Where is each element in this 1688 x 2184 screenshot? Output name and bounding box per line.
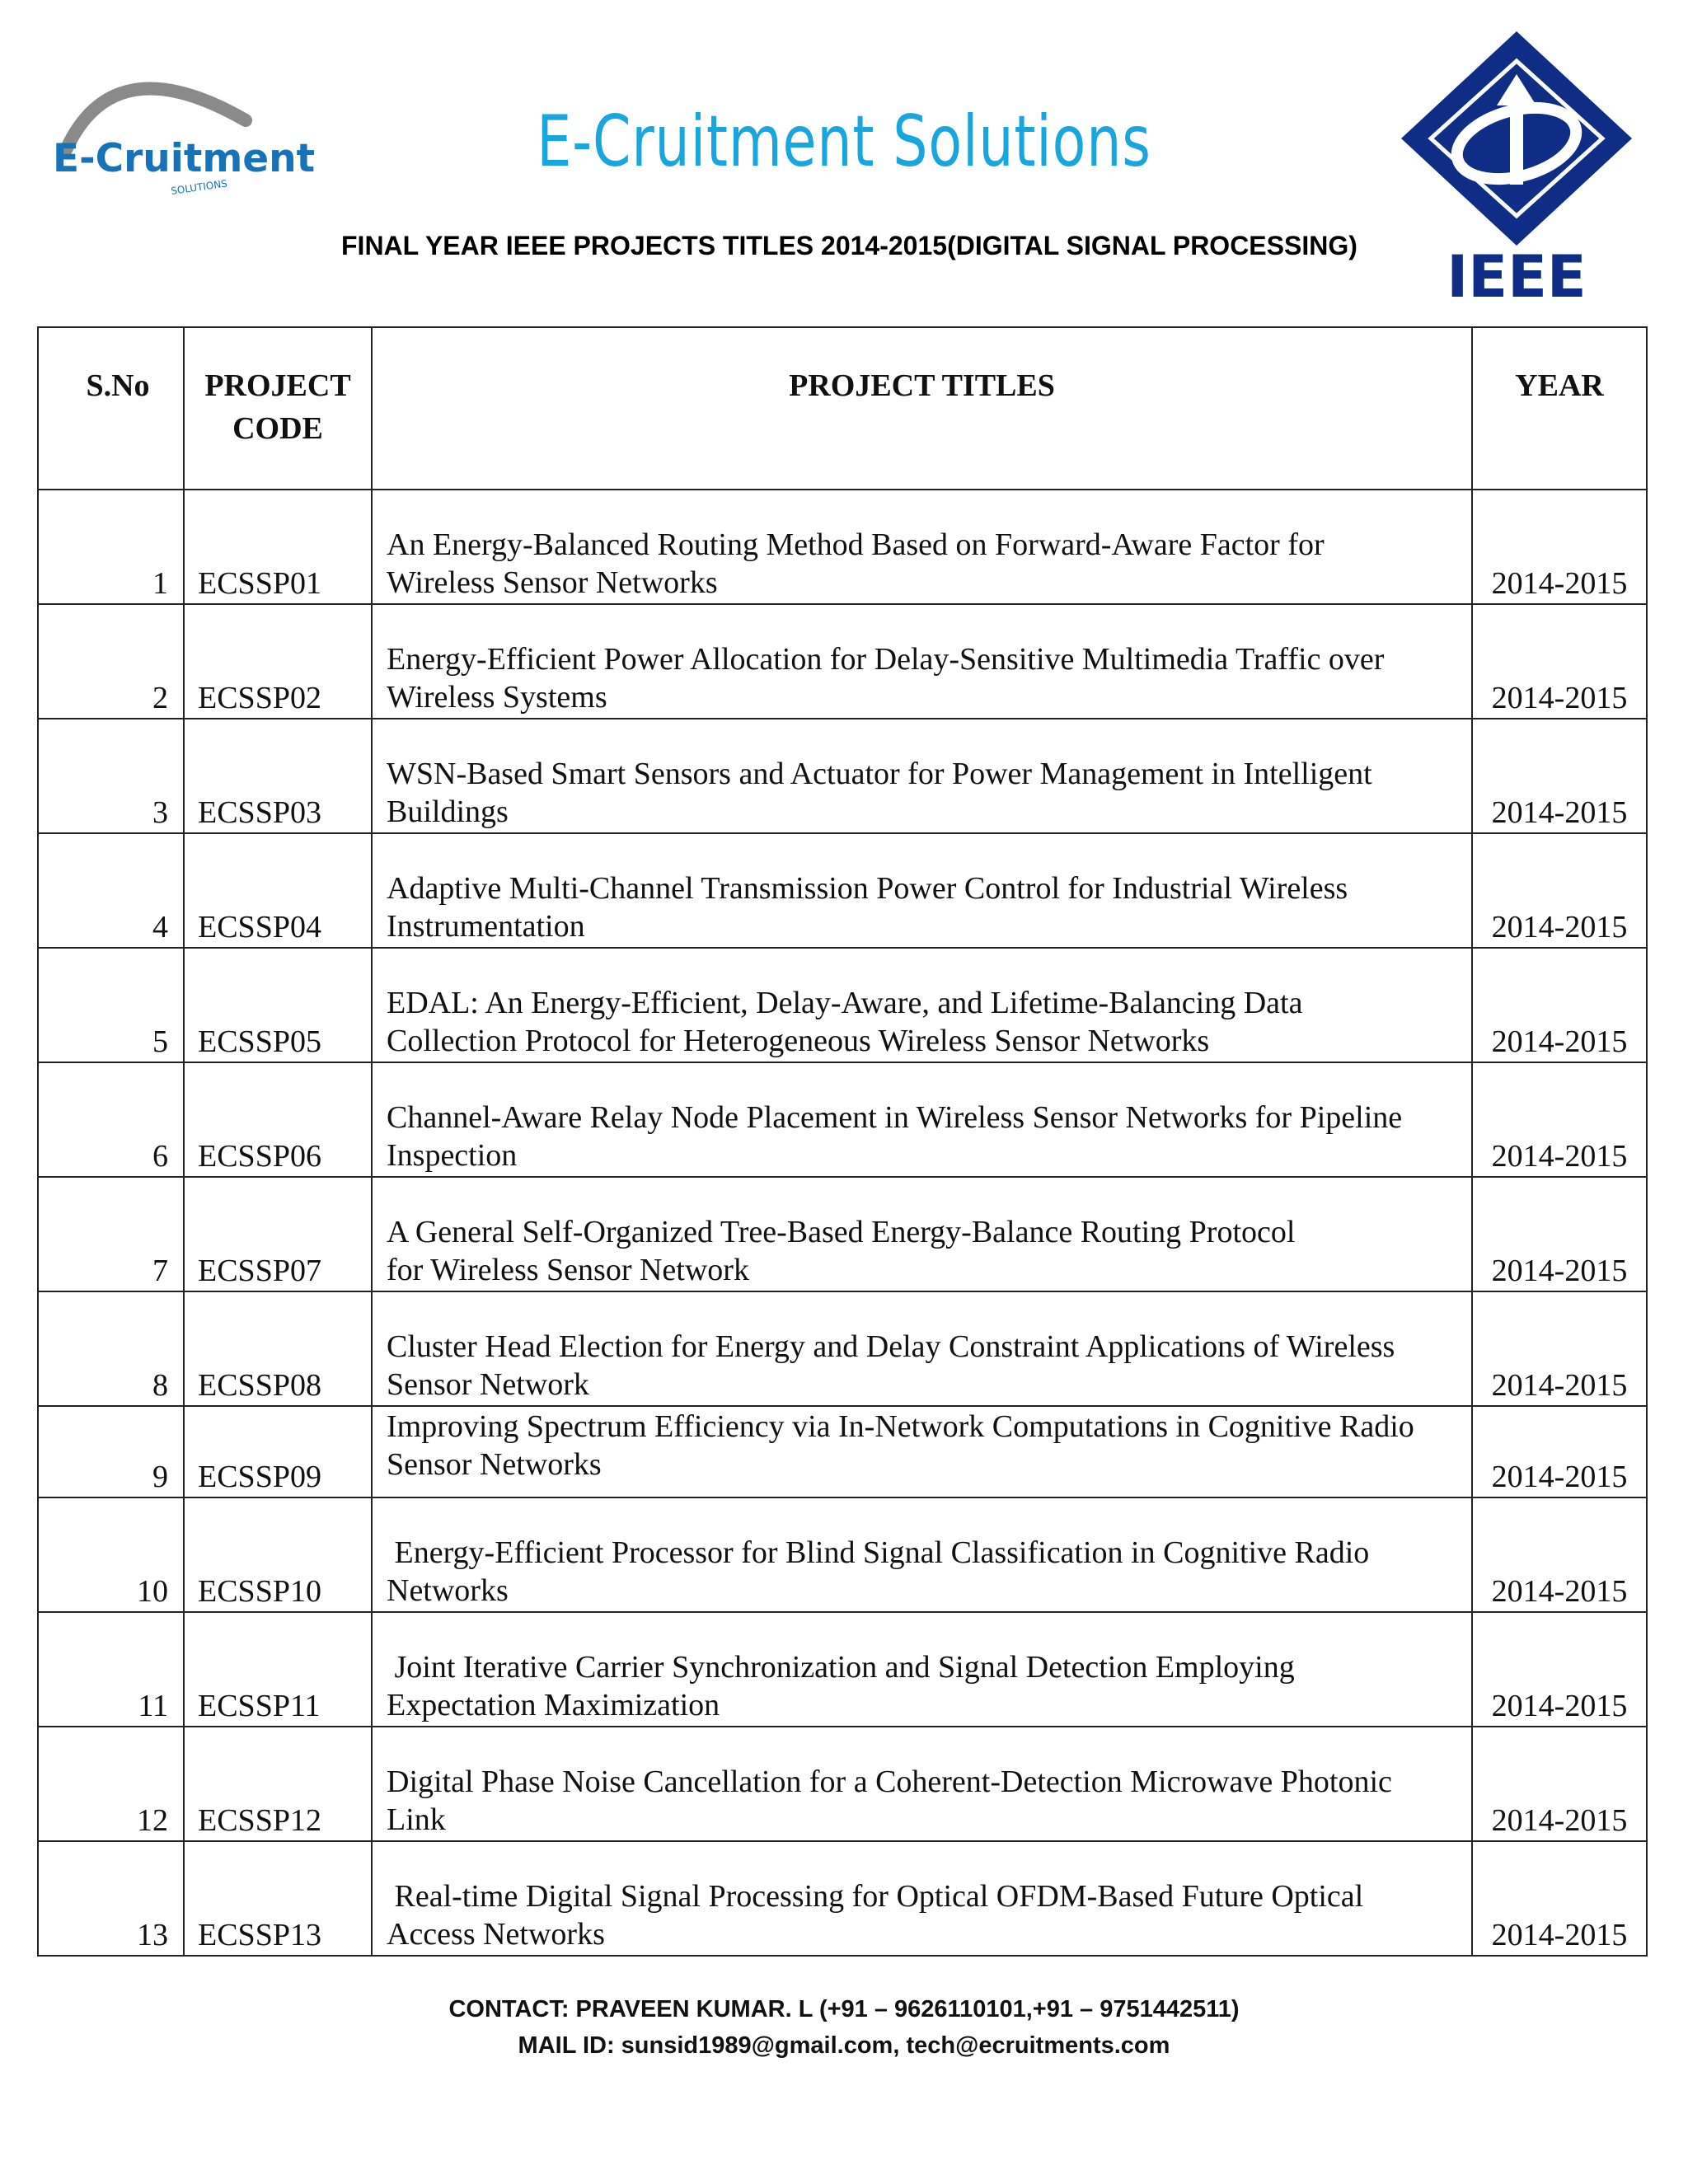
table-header-row [38,327,1647,490]
cell-title [372,604,1472,719]
table-row [38,833,1647,948]
title-line2: Wireless Systems [387,680,607,715]
title-line1: A General Self-Organized Tree-Based Energy-Balance Routing Protocol [387,1215,1296,1249]
cell-title [372,948,1472,1062]
cell-year: 2014-2015 [1472,1062,1647,1177]
header-sno: S.No [38,327,184,490]
logo-subtext: SOLUTIONS [170,177,228,197]
cell-sno: 2 [38,604,184,719]
title-line1: An Energy-Balanced Routing Method Based on Forward-Aware Factor for [387,527,1325,562]
title-line1: WSN-Based Smart Sensors and Actuator for Power Management in Intelligent [387,757,1372,791]
cell-title [372,719,1472,833]
title-line1: EDAL: An Energy-Efficient, Delay-Aware, and Lifetime-Balancing Data [387,986,1303,1020]
ieee-logo [1393,28,1640,311]
cell-sno: 3 [38,719,184,833]
cell-sno: 5 [38,948,184,1062]
cell-year: 2014-2015 [1472,490,1647,604]
table-row [38,719,1647,833]
title-line1: Digital Phase Noise Cancellation for a Coherent-Detection Microwave Photonic [387,1765,1392,1799]
cell-sno: 8 [38,1291,184,1406]
cell-year: 2014-2015 [1472,1406,1647,1497]
cell-sno: 10 [38,1497,184,1612]
cell-code: ECSSP08 [184,1291,372,1406]
title-line1: Adaptive Multi-Channel Transmission Power Control for Industrial Wireless [387,871,1348,906]
title-line1: Improving Spectrum Efficiency via In-Network Computations in Cognitive Radio [387,1409,1414,1444]
title-line2: Sensor Networks [387,1447,602,1482]
ieee-wordmark: IEEE [1447,243,1587,311]
cell-year: 2014-2015 [1472,1497,1647,1612]
title-line2: Expectation Maximization [387,1688,720,1722]
cell-year: 2014-2015 [1472,1177,1647,1291]
table-row [38,490,1647,604]
title-line1: Energy-Efficient Power Allocation for Delay-Sensitive Multimedia Traffic over [387,642,1385,677]
header-year: YEAR [1472,327,1647,490]
title-line2: Access Networks [387,1917,605,1952]
title-line2: Wireless Sensor Networks [387,565,718,600]
title-line2: Instrumentation [387,909,585,944]
title-line2: Link [387,1802,446,1837]
table-row [38,1062,1647,1177]
projects-table [37,326,1648,1957]
cell-code: ECSSP03 [184,719,372,833]
cell-year: 2014-2015 [1472,948,1647,1062]
cell-code: ECSSP06 [184,1062,372,1177]
cell-year: 2014-2015 [1472,1727,1647,1841]
cell-title [372,1727,1472,1841]
title-line1: Joint Iterative Carrier Synchronization and Signal Detection Employing [387,1650,1295,1685]
title-line2: Networks [387,1573,509,1608]
cell-title [372,1177,1472,1291]
cell-code: ECSSP01 [184,490,372,604]
cell-year: 2014-2015 [1472,604,1647,719]
mail-line: MAIL ID: sunsid1989@gmail.com, tech@ecruitments.com [518,2032,1170,2059]
title-line1: Energy-Efficient Processor for Blind Signal Classification in Cognitive Radio [387,1535,1370,1570]
header-project-titles: PROJECT TITLES [372,327,1472,490]
cell-sno: 9 [38,1406,184,1497]
table-row [38,948,1647,1062]
header-code-line2: CODE [232,411,323,446]
cell-year: 2014-2015 [1472,1291,1647,1406]
cell-year: 2014-2015 [1472,719,1647,833]
title-line1: Real-time Digital Signal Processing for Optical OFDM-Based Future Optical [387,1879,1364,1914]
table-row [38,1841,1647,1956]
cell-code: ECSSP13 [184,1841,372,1956]
document-subtitle: FINAL YEAR IEEE PROJECTS TITLES 2014-2015(DIGITAL SIGNAL PROCESSING) [341,231,1357,260]
table-row [38,1291,1647,1406]
cell-title [372,1841,1472,1956]
cell-code: ECSSP09 [184,1406,372,1497]
cell-code: ECSSP02 [184,604,372,719]
cell-code: ECSSP11 [184,1612,372,1727]
title-line1: Channel-Aware Relay Node Placement in Wireless Sensor Networks for Pipeline [387,1100,1403,1135]
cell-sno: 7 [38,1177,184,1291]
cell-code: ECSSP07 [184,1177,372,1291]
cell-code: ECSSP04 [184,833,372,948]
cell-code: ECSSP05 [184,948,372,1062]
cell-title [372,1406,1472,1497]
table-row [38,604,1647,719]
cell-year: 2014-2015 [1472,1612,1647,1727]
cell-sno: 1 [38,490,184,604]
cell-sno: 11 [38,1612,184,1727]
title-line2: Inspection [387,1138,518,1173]
cell-sno: 6 [38,1062,184,1177]
contact-line: CONTACT: PRAVEEN KUMAR. L (+91 – 9626110101,+91 – 9751442511) [448,1996,1240,2022]
cell-title [372,1497,1472,1612]
cell-title [372,1062,1472,1177]
header-project-code [184,327,372,490]
title-line1: Cluster Head Election for Energy and Delay Constraint Applications of Wireless [387,1329,1395,1364]
cell-code: ECSSP12 [184,1727,372,1841]
logo-wordmark: E-Cruitment [53,136,316,181]
table-row [38,1406,1647,1497]
table-row [38,1497,1647,1612]
cell-sno: 12 [38,1727,184,1841]
cell-code: ECSSP10 [184,1497,372,1612]
table-row [38,1612,1647,1727]
cell-year: 2014-2015 [1472,833,1647,948]
cell-sno: 4 [38,833,184,948]
title-line2: Sensor Network [387,1367,589,1402]
title-line2: Collection Protocol for Heterogeneous Wireless Sensor Networks [387,1024,1210,1058]
cell-sno: 13 [38,1841,184,1956]
cell-title [372,833,1472,948]
title-line2: Buildings [387,794,509,829]
cell-year: 2014-2015 [1472,1841,1647,1956]
cell-title [372,1291,1472,1406]
table-row [38,1177,1647,1291]
site-title: E-Cruitment Solutions [537,101,1151,183]
cell-title [372,490,1472,604]
cell-title [372,1612,1472,1727]
table-row [38,1727,1647,1841]
header-code-line1: PROJECT [204,368,351,403]
title-line2: for Wireless Sensor Network [387,1253,749,1287]
